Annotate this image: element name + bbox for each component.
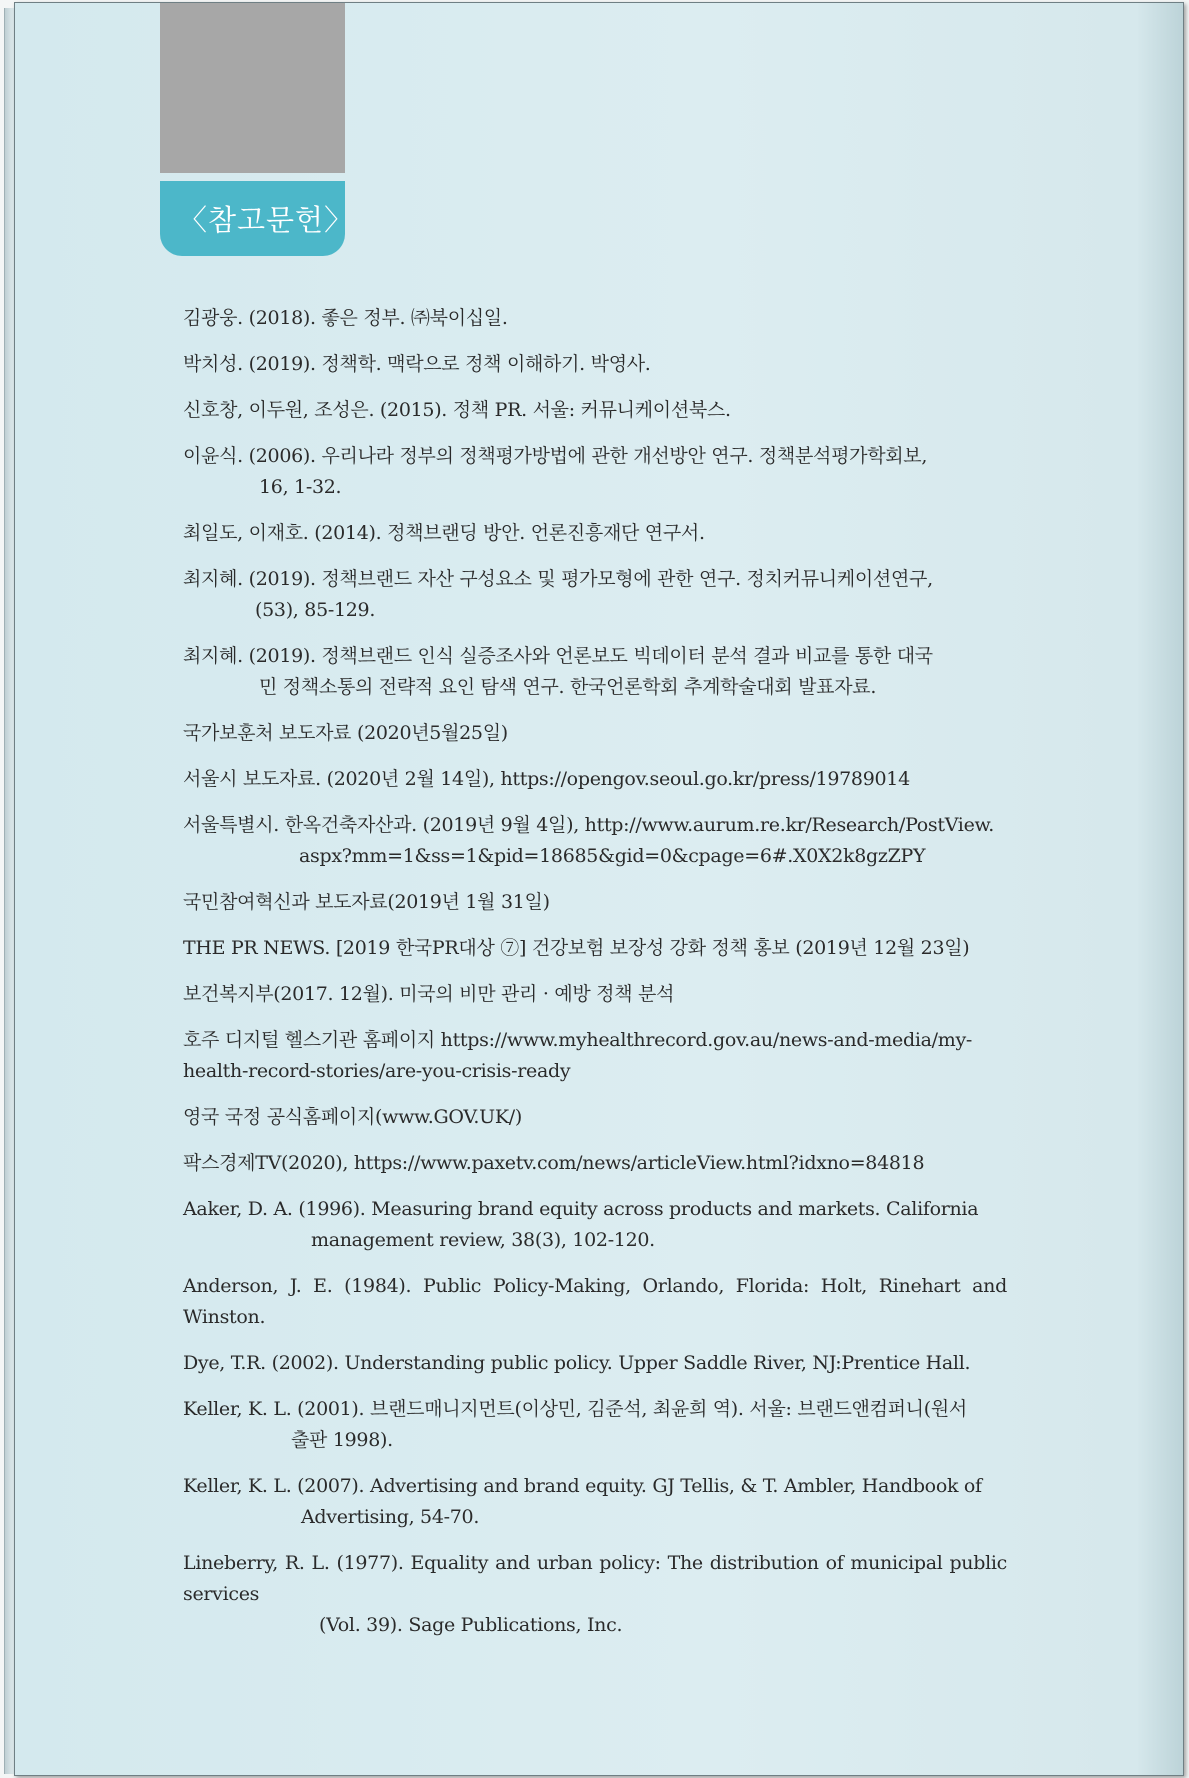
reference-line: Lineberry, R. L. (1977). Equality and urban policy: The distribution of municipal public services (183, 1552, 1007, 1605)
section-heading-tab (160, 181, 355, 256)
reference-line: 호주 디지털 헬스기관 홈페이지 https://www.myhealthrecord.gov.au/news-and-media/my- (183, 1029, 973, 1051)
reference-line: 김광웅. (2018). 좋은 정부. ㈜북이십일. (183, 307, 508, 329)
reference-entry (183, 887, 1007, 918)
reference-entry (183, 1548, 1007, 1641)
reference-line-continued: (53), 85-129. (255, 599, 376, 621)
reference-entry (183, 1102, 1007, 1133)
reference-entry (183, 303, 1007, 334)
reference-entry (183, 349, 1007, 380)
reference-entry (183, 718, 1007, 749)
reference-line: 박치성. (2019). 정책학. 맥락으로 정책 이해하기. 박영사. (183, 353, 651, 375)
reference-line: 국민참여혁신과 보도자료(2019년 1월 31일) (183, 891, 550, 913)
reference-line: Anderson, J. E. (1984). Public Policy-Making, Orlando, Florida: Holt, Rinehart and Winston. (183, 1275, 1007, 1328)
reference-line: Keller, K. L. (2001). 브랜드매니지먼트(이상민, 김준석, 최윤희 역). 서울: 브랜드앤컴퍼니(원서 (183, 1398, 967, 1420)
chapter-tab-block (160, 3, 345, 173)
reference-entry (183, 518, 1007, 549)
reference-entry (183, 641, 1007, 703)
reference-entry (183, 933, 1007, 964)
reference-entry (183, 1348, 1007, 1379)
reference-line: Aaker, D. A. (1996). Measuring brand equity across products and markets. California (183, 1198, 979, 1220)
reference-line: Keller, K. L. (2007). Advertising and brand equity. GJ Tellis, & T. Ambler, Handbook of (183, 1475, 982, 1497)
reference-line: Dye, T.R. (2002). Understanding public policy. Upper Saddle River, NJ:Prentice Hall. (183, 1352, 971, 1374)
reference-line: 최지혜. (2019). 정책브랜드 자산 구성요소 및 평가모형에 관한 연구. 정치커뮤니케이션연구, (183, 568, 933, 590)
reference-line: 최지혜. (2019). 정책브랜드 인식 실증조사와 언론보도 빅데이터 분석 결과 비교를 통한 대국 (183, 645, 933, 667)
reference-line: 팍스경제TV(2020), https://www.paxetv.com/news/articleView.html?idxno=84818 (183, 1152, 925, 1174)
reference-list (183, 303, 1007, 1656)
reference-line-continued: management review, 38(3), 102-120. (311, 1229, 655, 1251)
reference-line: 최일도, 이재호. (2014). 정책브랜딩 방안. 언론진흥재단 연구서. (183, 522, 705, 544)
reference-entry (183, 979, 1007, 1010)
reference-entry (183, 1025, 1007, 1087)
reference-line-continued: 16, 1-32. (259, 476, 342, 498)
page (14, 2, 1184, 1776)
reference-entry (183, 441, 1007, 503)
reference-line-continued: 출판 1998). (291, 1429, 393, 1451)
reference-line: 보건복지부(2017. 12월). 미국의 비만 관리 · 예방 정책 분석 (183, 983, 675, 1005)
reference-line-continued: aspx?mm=1&ss=1&pid=18685&gid=0&cpage=6#.X0X2k8gzZPY (299, 845, 926, 867)
reference-entry (183, 810, 1007, 872)
reference-entry (183, 1271, 1007, 1333)
reference-entry (183, 1194, 1007, 1256)
reference-line: 서울시 보도자료. (2020년 2월 14일), https://opengov.seoul.go.kr/press/19789014 (183, 768, 910, 790)
reference-entry (183, 564, 1007, 626)
reference-line: 서울특별시. 한옥건축자산과. (2019년 9월 4일), http://www.aurum.re.kr/Research/PostView. (183, 814, 994, 836)
reference-line-continued: health-record-stories/are-you-crisis-ready (183, 1060, 571, 1082)
reference-entry (183, 1471, 1007, 1533)
reference-entry (183, 395, 1007, 426)
reference-line: 이윤식. (2006). 우리나라 정부의 정책평가방법에 관한 개선방안 연구. 정책분석평가학회보, (183, 445, 928, 467)
reference-entry (183, 764, 1007, 795)
reference-entry (183, 1394, 1007, 1456)
reference-line-continued: 민 정책소통의 전략적 요인 탐색 연구. 한국언론학회 추계학술대회 발표자료. (259, 676, 877, 698)
reference-line-continued: (Vol. 39). Sage Publications, Inc. (319, 1614, 623, 1636)
reference-line: 국가보훈처 보도자료 (2020년5월25일) (183, 722, 508, 744)
reference-line: 신호창, 이두원, 조성은. (2015). 정책 PR. 서울: 커뮤니케이션북스. (183, 399, 731, 421)
reference-entry (183, 1148, 1007, 1179)
reference-line-continued: Advertising, 54-70. (301, 1506, 480, 1528)
reference-line: THE PR NEWS. [2019 한국PR대상 ⑦] 건강보험 보장성 강화 정책 홍보 (2019년 12월 23일) (183, 937, 970, 959)
reference-line: 영국 국정 공식홈페이지(www.GOV.UK/) (183, 1106, 522, 1128)
section-heading: 〈참고문헌〉 (178, 203, 355, 237)
